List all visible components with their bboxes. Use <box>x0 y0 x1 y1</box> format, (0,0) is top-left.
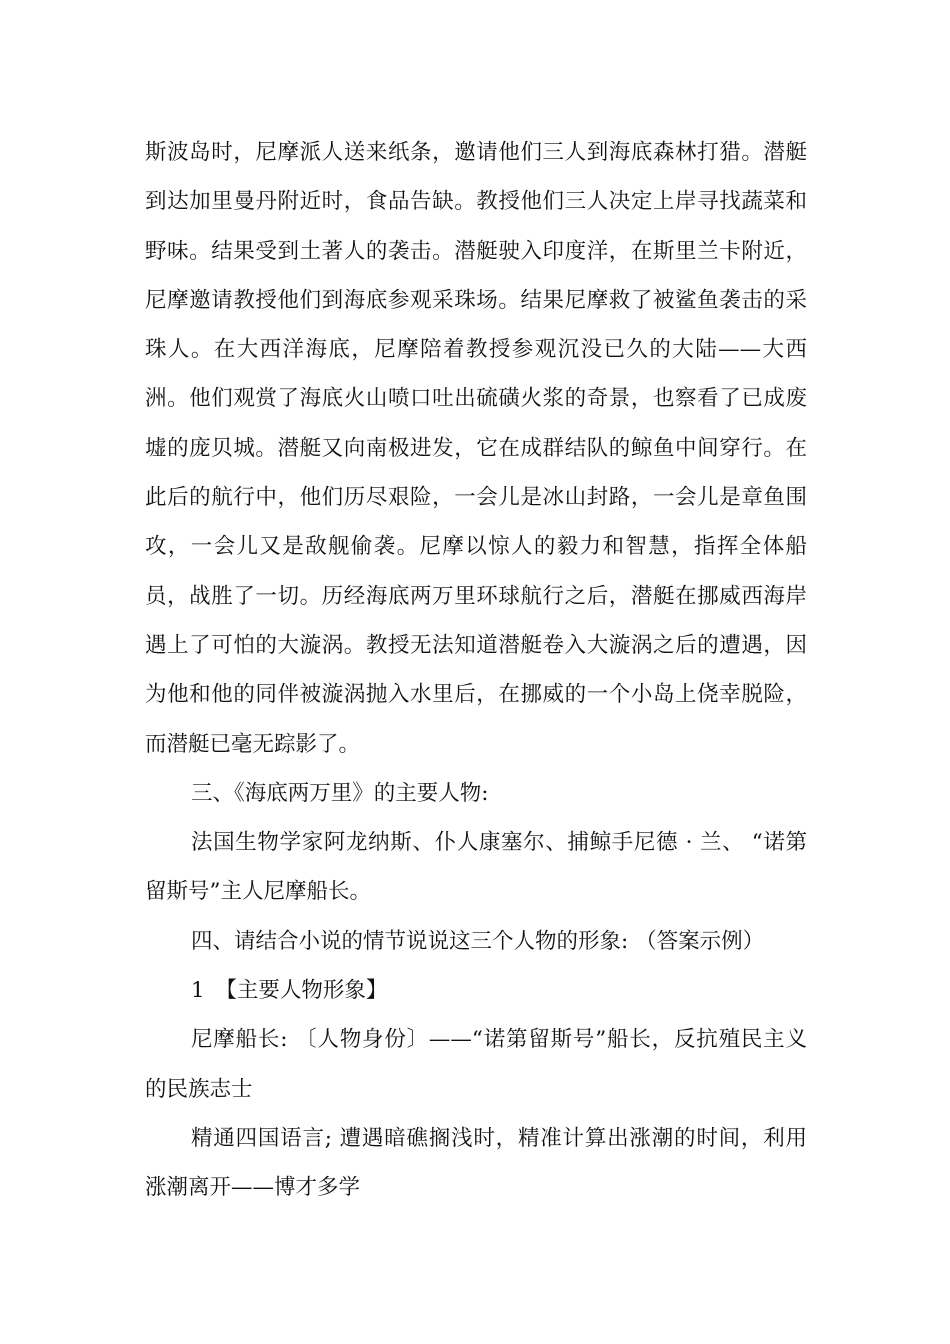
paragraph-captain-nemo-identity: 尼摩船长: 〔人物身份〕——“诺第留斯号”船长，反抗殖民主义的民族志士 <box>145 1027 807 1102</box>
subheading-main-character-images: 1 【主要人物形象】 <box>191 978 388 1004</box>
document-body <box>145 128 807 1213</box>
section-heading-character-images: 四、请结合小说的情节说说这三个人物的形象: （答案示例） <box>191 928 765 954</box>
paragraph-story-summary: 斯波岛时，尼摩派人送来纸条，邀请他们三人到海底森林打猎。潜艇到达加里曼丹附近时，食品告缺。教授他们三人决定上岸寻找蔬菜和野味。结果受到土著人的袭击。潜艇驶入印度洋，在斯里兰卡附近，尼摩邀请教授他们到海底参观采珠场。结果尼摩救了被鲨鱼袭击的采珠人。在大西洋海底，尼摩陪着教授参观沉没已久的大陆——大西洲。他们观赏了海底火山喷口吐出硫磺火浆的奇景，也察看了已成废墟的庞贝城。潜艇又向南极进发，它在成群结队的鲸鱼中间穿行。在此后的航行中，他们历尽艰险，一会儿是冰山封路，一会儿是章鱼围攻，一会儿又是敌舰偷袭。尼摩以惊人的毅力和智慧，指挥全体船员，战胜了一切。历经海底两万里环球航行之后，潜艇在挪威西海岸遇上了可怕的大漩涡。教授无法知道潜艇卷入大漩涡之后的遭遇，因为他和他的同伴被漩涡抛入水里后，在挪威的一个小岛上侥幸脱险，而潜艇已毫无踪影了。 <box>145 140 807 757</box>
paragraph-character-list: 法国生物学家阿龙纳斯、仆人康塞尔、捕鲸手尼德 · 兰、 “诺第留斯号”主人尼摩船长。 <box>145 830 807 905</box>
paragraph-captain-nemo-knowledge: 精通四国语言; 遭遇暗礁搁浅时，精准计算出涨潮的时间，利用涨潮离开——博才多学 <box>145 1125 807 1201</box>
section-heading-main-characters: 三、《海底两万里》的主要人物: <box>191 780 489 806</box>
